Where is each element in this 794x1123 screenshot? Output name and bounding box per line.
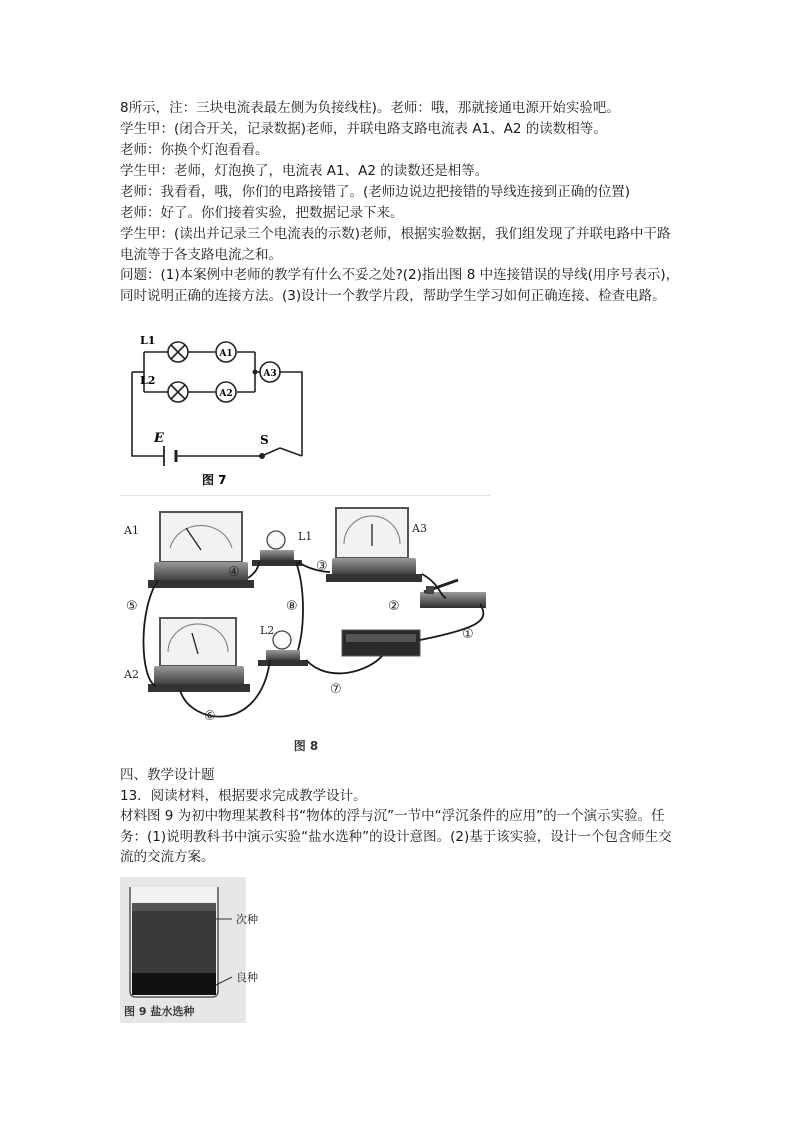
question-paragraph: 问题：(1)本案例中老师的教学有什么不妥之处?(2)指出图 8 中连接错误的导线(用序号表示)，同时说明正确的连接方法。(3)设计一个教学片段，帮助学生学习如何正确连接、检查电路。 [120, 267, 680, 304]
figure-7-circuit-diagram [120, 330, 310, 490]
knife-switch [420, 580, 486, 608]
wire-label-8: ⑧ [286, 599, 298, 614]
wire-label-6: ⑥ [204, 709, 216, 724]
label-a2: A2 [124, 668, 139, 681]
label-a3: A3 [412, 522, 427, 535]
wire-label-3: ③ [316, 559, 328, 574]
figure-9-brine-seed-selection [120, 877, 258, 1023]
dialogue-line-1: 8所示，注：三块电流表最左侧为负接线柱)。老师：哦，那就接通电源开始实验吧。 [120, 100, 620, 116]
lamp-l1 [252, 531, 302, 566]
section-heading: 四、教学设计题 [120, 767, 215, 783]
wire-label-7: ⑦ [330, 682, 342, 697]
figure-divider [120, 495, 490, 496]
dialogue-line-3: 老师：你换个灯泡看看。 [120, 142, 269, 158]
dialogue-line-2: 学生甲：(闭合开关，记录数据)老师，并联电路支路电流表 A1、A2 的读数相等。 [120, 121, 607, 137]
figure-8-caption: 图 8 [293, 739, 319, 753]
battery-box [342, 630, 420, 656]
battery-e-label: E [154, 431, 164, 446]
dialogue-line-5: 老师：我看看，哦，你们的电路接错了。(老师边说边把接错的导线连接到正确的位置) [120, 184, 631, 200]
wire-label-5: ⑤ [126, 599, 138, 614]
dialogue-line-6: 老师：好了。你们接着实验，把数据记录下来。 [120, 205, 404, 221]
label-inferior-seeds: 次种 [236, 913, 258, 926]
label-a1: A1 [124, 524, 139, 537]
label-l1: L1 [298, 530, 313, 543]
wire-label-2: ② [388, 599, 400, 614]
switch-s-label: S [260, 433, 269, 447]
meter-a3-label: A3 [263, 369, 277, 379]
ammeter-a3 [326, 508, 422, 582]
meter-a2-label: A2 [219, 389, 233, 399]
dialogue-line-7: 学生甲：(读出并记录三个电流表的示数)老师，根据实验数据，我们组发现了并联电路中干路电流等于各支路电流之和。 [120, 226, 671, 263]
ammeter-a2 [148, 618, 250, 692]
figure-9-caption: 图 9 盐水选种 [124, 1005, 195, 1018]
lamp-l2-label: L2 [140, 374, 156, 387]
wire-label-4: ④ [228, 565, 240, 580]
wire-label-1: ① [462, 627, 474, 642]
material-paragraph: 材料图 9 为初中物理某教科书“物体的浮与沉”一节中“浮沉条件的应用”的一个演示实验。任务：(1)说明教科书中演示实验“盐水选种”的设计意图。(2)基于该实验，设计一个包含师生交流的交流方案。 [120, 808, 672, 865]
label-l2: L2 [260, 624, 275, 637]
meter-a1-label: A1 [219, 349, 233, 359]
label-good-seeds: 良种 [236, 971, 258, 984]
question-13: 13．阅读材料，根据要求完成教学设计。 [120, 788, 367, 804]
figure-7-caption: 图 7 [202, 473, 227, 487]
dialogue-line-4: 学生甲：老师，灯泡换了，电流表 A1、A2 的读数还是相等。 [120, 163, 489, 179]
lamp-l1-label: L1 [140, 334, 156, 347]
figure-8-wiring-photo [120, 500, 492, 758]
